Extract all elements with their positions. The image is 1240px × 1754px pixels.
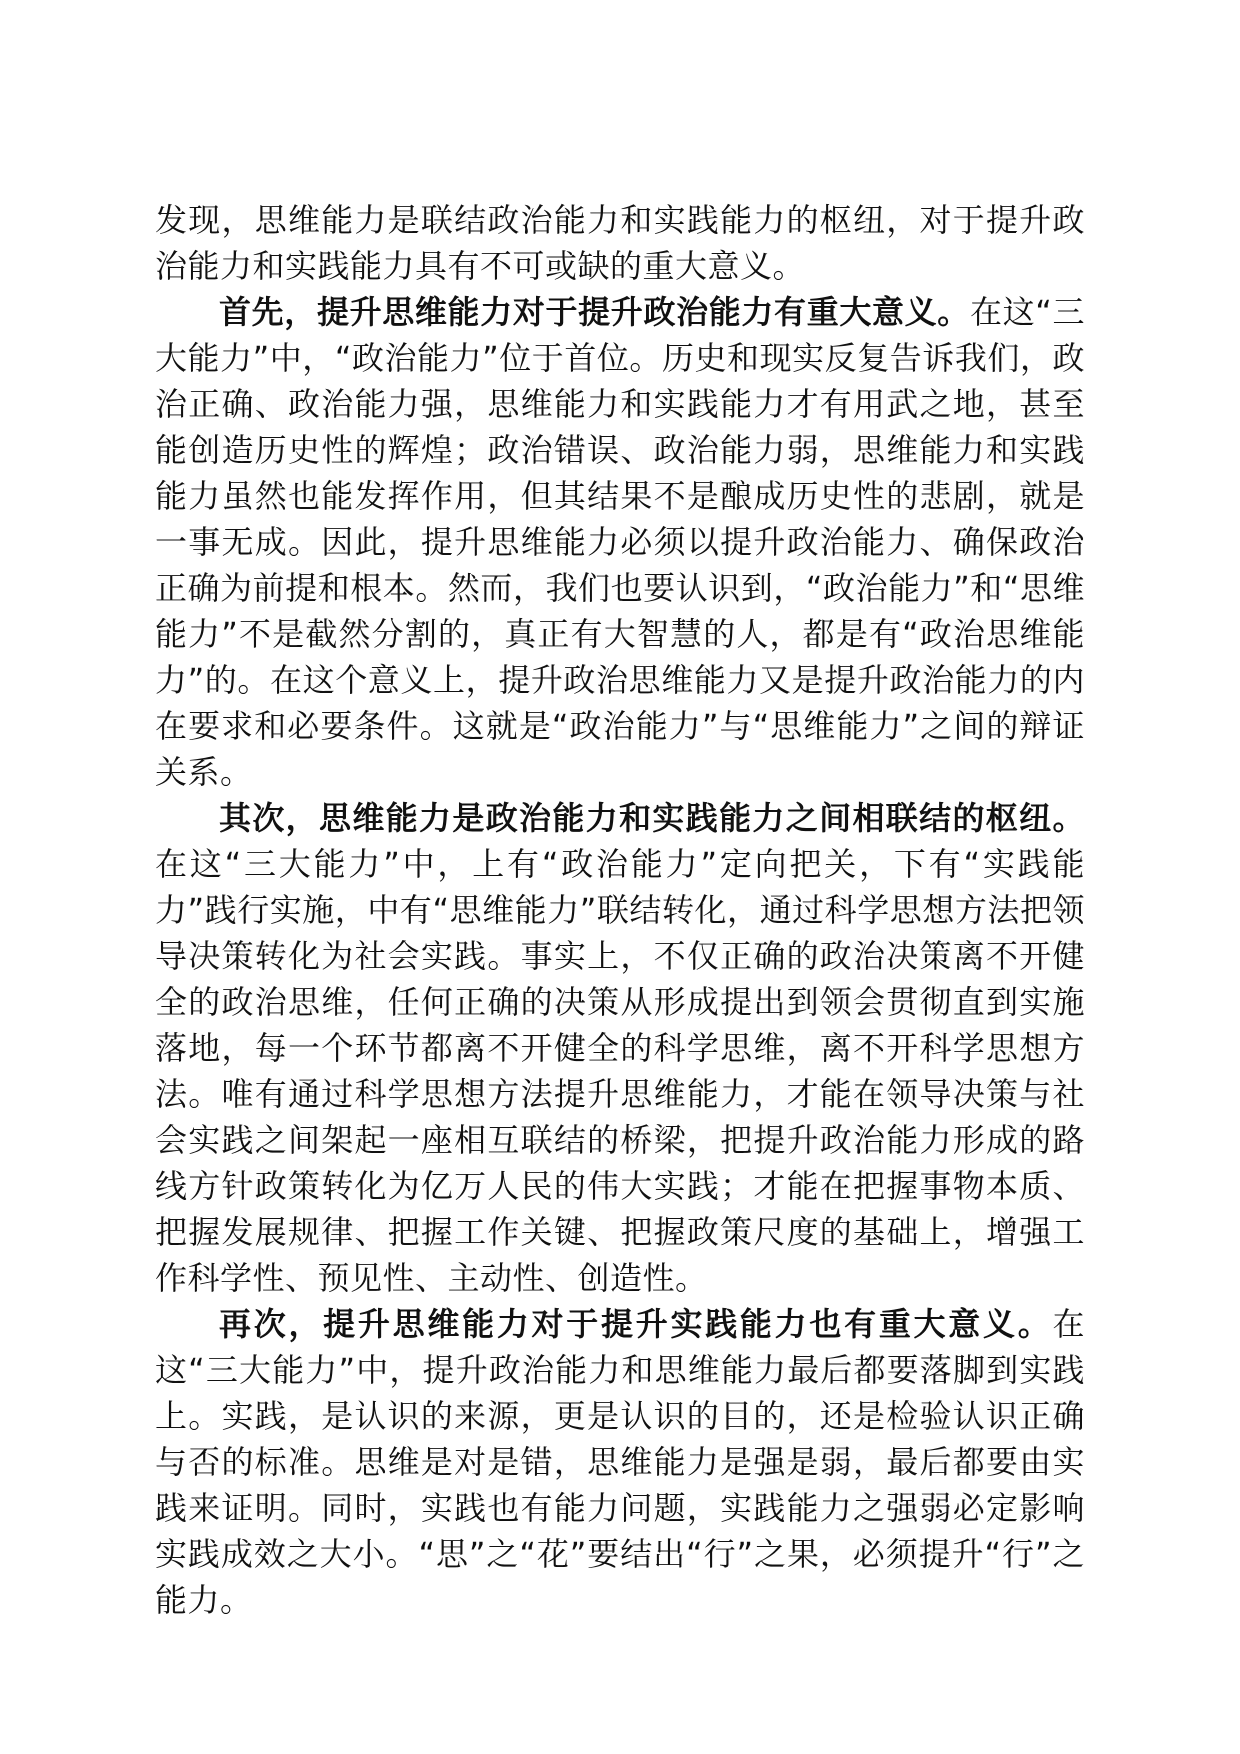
paragraph-lead: 再次，提升思维能力对于提升实践能力也有重大意义。 xyxy=(219,1305,1053,1343)
paragraph-lead: 首先，提升思维能力对于提升政治能力有重大意义。 xyxy=(219,293,970,331)
document-body xyxy=(155,197,1085,1623)
paragraph-text: 发现，思维能力是联结政治能力和实践能力的枢纽，对于提升政治能力和实践能力具有不可或缺的重大意义。 xyxy=(155,201,1085,285)
paragraph-political-ability xyxy=(155,289,1085,795)
paragraph-practice-ability xyxy=(155,1301,1085,1623)
paragraph-text: 在这“三大能力”中，上有“政治能力”定向把关，下有“实践能力”践行实施，中有“思维能力”联结转化，通过科学思想方法把领导决策转化为社会实践。事实上，不仅正确的政治决策离不开健全的政治思维，任何正确的决策从形成提出到领会贯彻直到实施落地，每一个环节都离不开健全的科学思维，离不开科学思想方法。唯有通过科学思想方法提升思维能力，才能在领导决策与社会实践之间架起一座相互联结的桥梁，把提升政治能力形成的路线方针政策转化为亿万人民的伟大实践；才能在把握事物本质、把握发展规律、把握工作关键、把握政策尺度的基础上，增强工作科学性、预见性、主动性、创造性。 xyxy=(155,845,1085,1297)
paragraph-continuation xyxy=(155,197,1085,289)
paragraph-text: 在这“三大能力”中，“政治能力”位于首位。历史和现实反复告诉我们，政治正确、政治能力强，思维能力和实践能力才有用武之地，甚至能创造历史性的辉煌；政治错误、政治能力弱，思维能力和实践能力虽然也能发挥作用，但其结果不是酿成历史性的悲剧，就是一事无成。因此，提升思维能力必须以提升政治能力、确保政治正确为前提和根本。然而，我们也要认识到，“政治能力”和“思维能力”不是截然分割的，真正有大智慧的人，都是有“政治思维能力”的。在这个意义上，提升政治思维能力又是提升政治能力的内在要求和必要条件。这就是“政治能力”与“思维能力”之间的辩证关系。 xyxy=(155,293,1085,791)
paragraph-text: 在这“三大能力”中，提升政治能力和思维能力最后都要落脚到实践上。实践，是认识的来源，更是认识的目的，还是检验认识正确与否的标准。思维是对是错，思维能力是强是弱，最后都要由实践来证明。同时，实践也有能力问题，实践能力之强弱必定影响实践成效之大小。“思”之“花”要结出“行”之果，必须提升“行”之能力。 xyxy=(155,1305,1085,1619)
paragraph-lead: 其次，思维能力是政治能力和实践能力之间相联结的枢纽。 xyxy=(219,799,1085,837)
paragraph-thinking-hub xyxy=(155,795,1085,1301)
